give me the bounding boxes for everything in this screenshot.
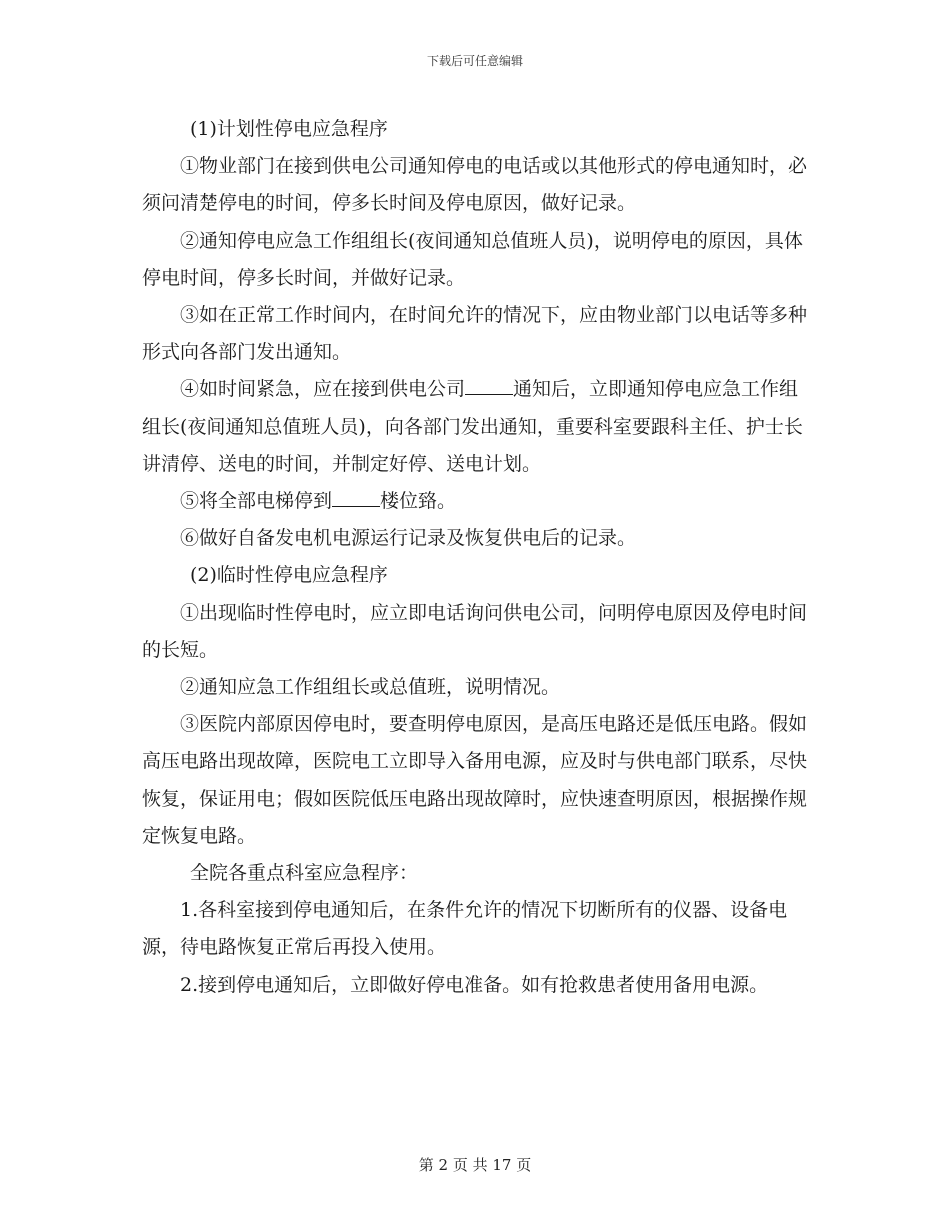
paragraph: ①出现临时性停电时，应立即电话询问供电公司，问明停电原因及停电时间的长短。	[142, 601, 808, 661]
paragraph-text: ④如时间紧急，应在接到供电公司	[180, 378, 466, 401]
section-heading-temporary: (2)临时性停电应急程序	[190, 564, 388, 587]
section-heading-departments: 全院各重点科室应急程序：	[190, 862, 419, 885]
paragraph: 1.各科室接到停电通知后，在条件允许的情况下切断所有的仪器、设备电源，待电路恢复正常后再投入使用。	[142, 899, 788, 959]
paragraph: ③如在正常工作时间内，在时间允许的情况下，应由物业部门以电话等多种形式向各部门发出通知。	[142, 304, 808, 364]
paragraph-text: 楼位臵。	[380, 490, 457, 513]
paragraph	[142, 371, 810, 483]
fill-in-blank	[465, 377, 513, 395]
paragraph: ②通知应急工作组组长或总值班，说明情况。	[180, 676, 561, 699]
fill-in-blank	[332, 489, 380, 507]
paragraph: 2.接到停电通知后，立即做好停电准备。如有抢救患者使用备用电源。	[180, 973, 769, 996]
page-header: 下载后可任意编辑	[426, 54, 523, 68]
page-footer: 第 2 页 共 17 页	[418, 1156, 532, 1174]
paragraph-text: ⑤将全部电梯停到	[180, 490, 333, 513]
paragraph: ①物业部门在接到供电公司通知停电的电话或以其他形式的停电通知时，必须问清楚停电的时间，停多长时间及停电原因，做好记录。	[142, 155, 808, 215]
document-body	[142, 111, 810, 1004]
paragraph: ⑥做好自备发电机电源运行记录及恢复供电后的记录。	[180, 527, 637, 550]
paragraph: ②通知停电应急工作组组长(夜间通知总值班人员)，说明停电的原因，具体停电时间，停多长时间，并做好记录。	[142, 229, 803, 289]
paragraph	[142, 483, 810, 520]
section-heading-planned: (1)计划性停电应急程序	[190, 118, 388, 140]
paragraph-text: 通知后，立即通知停电应急工作组组长(夜间通知总值班人员)，向各部门发出通知，重要科室要跟科主任、护士长讲清停、送电的时间，并制定好停、送电计划。	[142, 378, 803, 475]
paragraph: ③医院内部原因停电时，要查明停电原因，是高压电路还是低压电路。假如高压电路出现故障，医院电工立即导入备用电源，应及时与供电部门联系，尽快恢复，保证用电；假如医院低压电路出现故障时，应快速查明原因，根据操作规定恢复电路。	[142, 713, 808, 847]
